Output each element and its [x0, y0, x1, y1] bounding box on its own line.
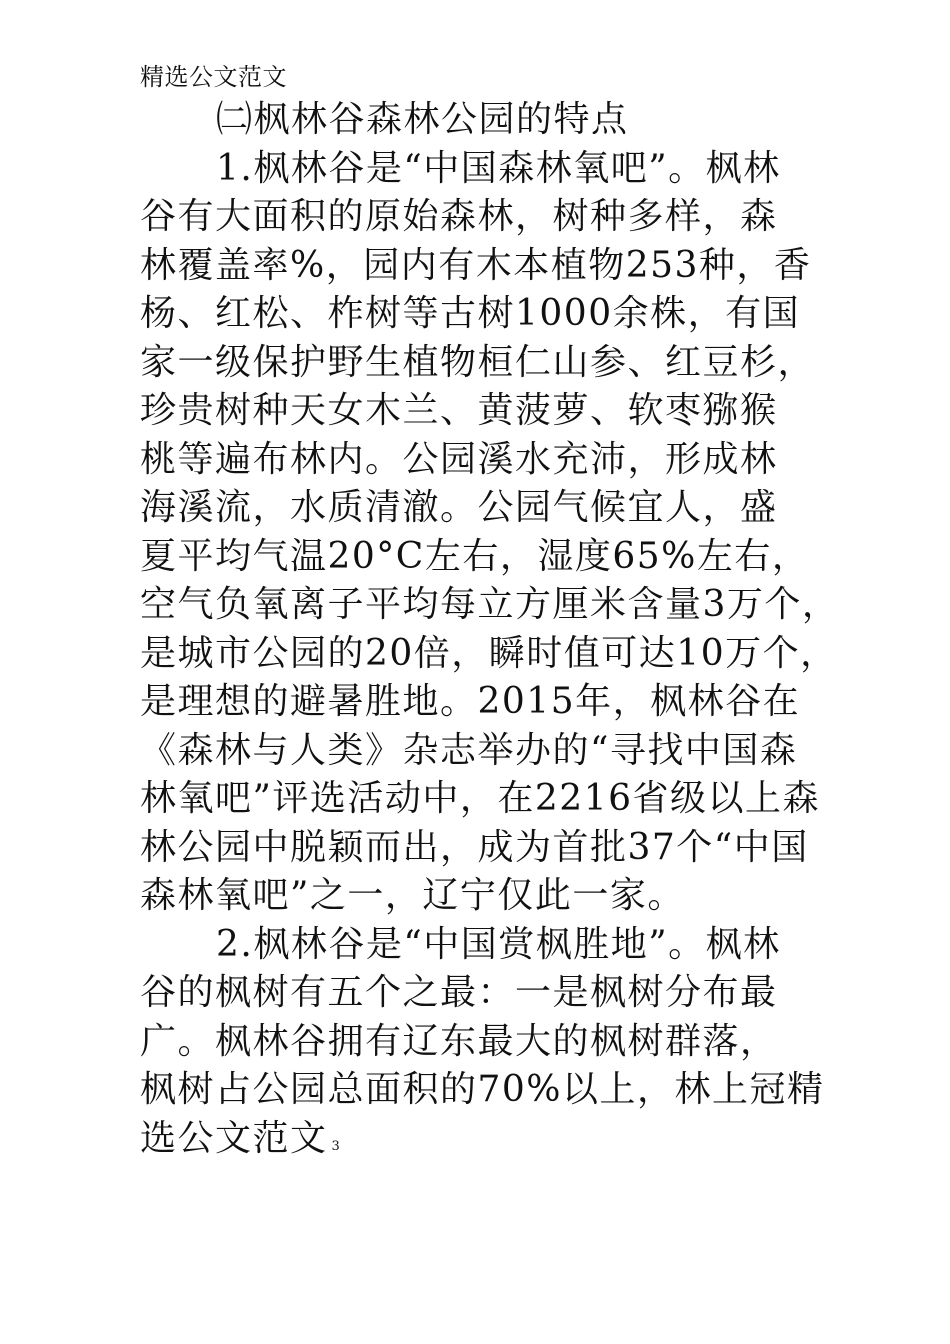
paragraph-1-line: 林覆盖率%，园内有木本植物253种，香 — [140, 244, 812, 286]
body-text — [140, 96, 840, 1163]
paragraph-1-line: 林氧吧”评选活动中，在2216省级以上森 — [140, 778, 821, 819]
paragraph-1-line: 杨、红松、柞树等古树1000余株，有国 — [140, 293, 801, 334]
paragraph-1-line: 1.枫林谷是“中国森林氧吧”。枫林 — [216, 147, 781, 189]
paragraph-1-line: 海溪流，水质清澈。公园气候宜人，盛 — [140, 487, 778, 528]
page-header: 精选公文范文 — [140, 63, 287, 91]
paragraph-1-line: 是理想的避暑胜地。2015年，枫林谷在 — [140, 681, 801, 722]
paragraph-1-line: 桃等遍布林内。公园溪水充沛，形成林 — [140, 438, 778, 480]
paragraph-2-line: 广。枫林谷拥有辽东最大的枫树群落， — [140, 1020, 778, 1062]
paragraph-1-line: 空气负氧离子平均每立方厘米含量3万个， — [140, 584, 840, 625]
paragraph-2-line: 枫树占公园总面积的70%以上，林上冠精 — [140, 1069, 825, 1110]
paragraph-1-line: 林公园中脱颖而出，成为首批37个“中国 — [140, 826, 809, 868]
page-number: 3 — [331, 1138, 342, 1154]
paragraph-2-line: 2.枫林谷是“中国赏枫胜地”。枫林 — [216, 923, 781, 965]
footer-text: 选公文范文 — [140, 1117, 328, 1159]
paragraph-1-line: 家一级保护野生植物桓仁山参、红豆杉， — [140, 341, 816, 383]
paragraph-2-last-line — [140, 1115, 840, 1164]
paragraph-1-line: 珍贵树种天女木兰、黄菠萝、软枣猕猴 — [140, 390, 778, 431]
paragraph-1-line: 是城市公园的20倍，瞬时值可达10万个， — [140, 632, 838, 674]
paragraph-1-line: 森林氧吧”之一，辽宁仅此一家。 — [140, 875, 685, 916]
paragraph-1-line: 谷有大面积的原始森林，树种多样，森 — [140, 196, 778, 237]
section-heading: ㈡枫林谷森林公园的特点 — [216, 99, 629, 140]
paragraph-1-line: 夏平均气温20°C左右，湿度65%左右， — [140, 535, 810, 577]
paragraph-1-line: 《森林与人类》杂志举办的“寻找中国森 — [140, 729, 798, 771]
paragraph-2-line: 谷的枫树有五个之最：一是枫树分布最 — [140, 972, 778, 1013]
